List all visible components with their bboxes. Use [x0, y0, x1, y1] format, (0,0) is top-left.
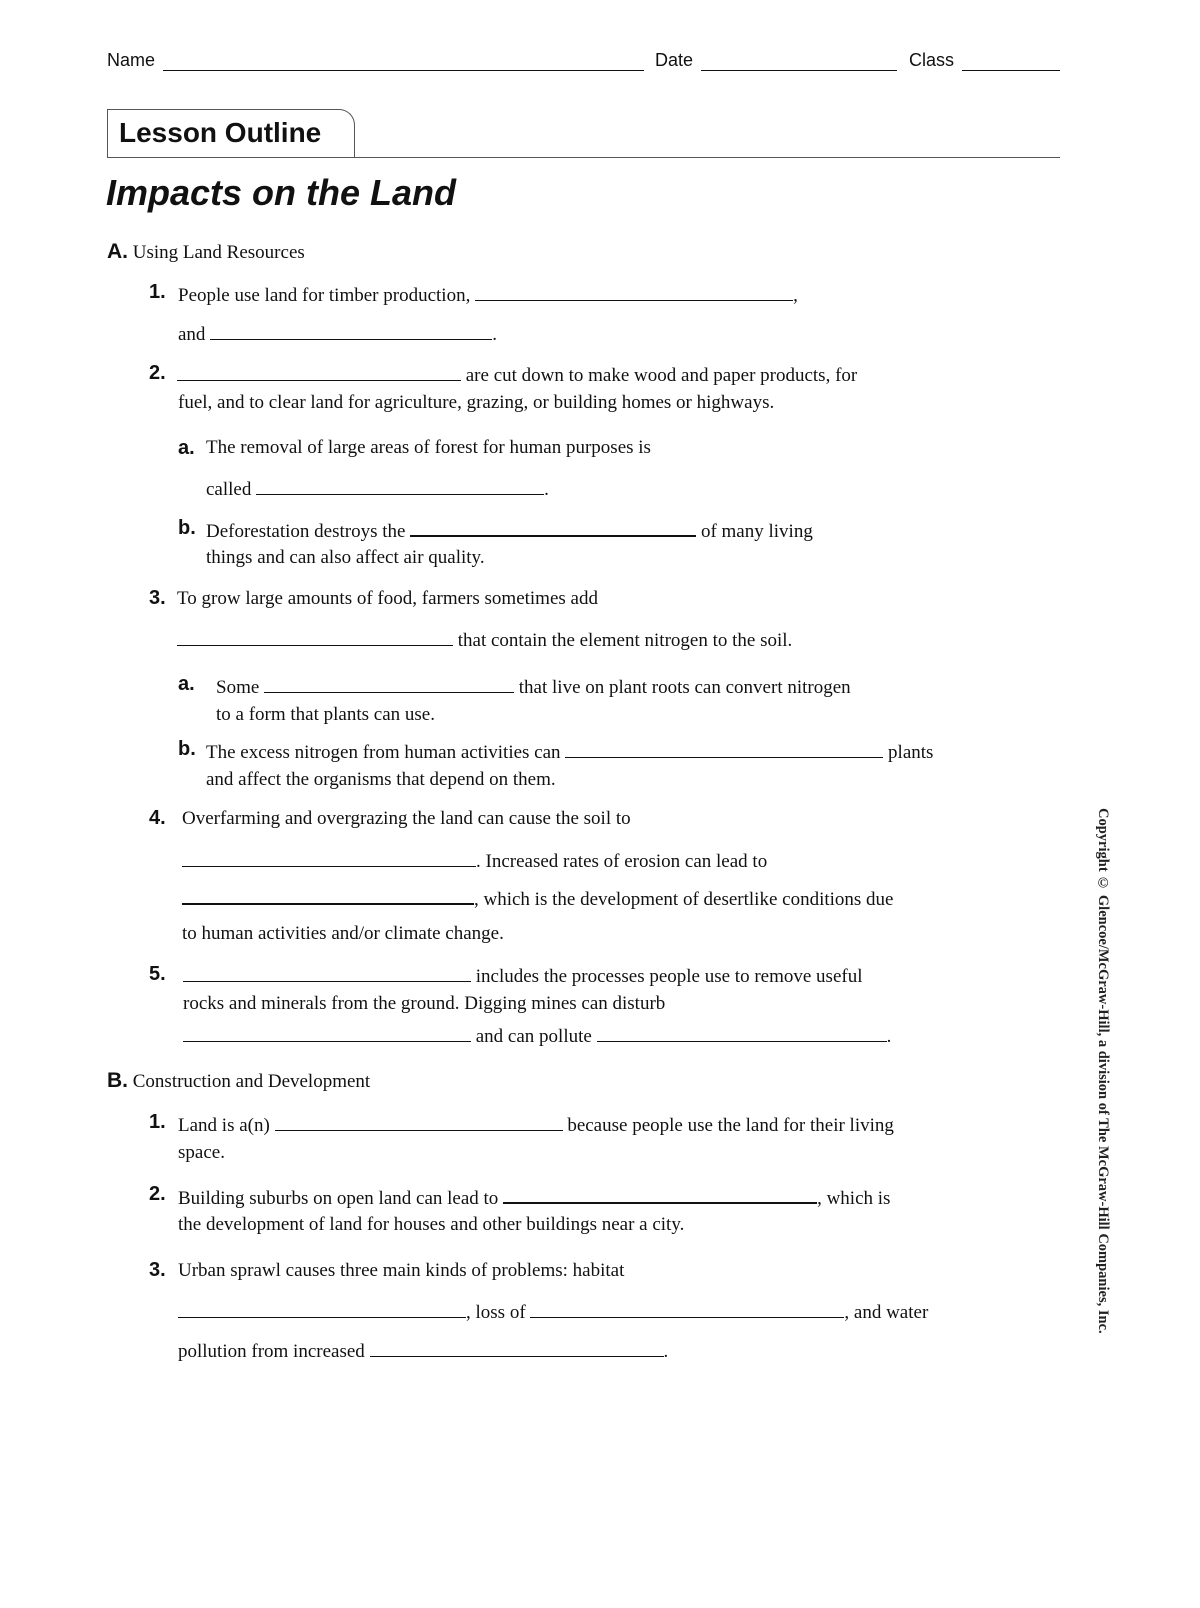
section-b-letter: B.	[107, 1069, 128, 1092]
list-item: are cut down to make wood and paper products, for	[177, 362, 857, 387]
list-item-continued: , loss of , and water	[178, 1299, 928, 1324]
sub-item: The removal of large areas of forest for human purposes is	[206, 437, 651, 458]
list-item: Overfarming and overgrazing the land can cause the soil to	[182, 808, 631, 829]
list-item: includes the processes people use to remove useful	[183, 963, 863, 988]
answer-blank[interactable]	[178, 1299, 466, 1318]
page-title: Impacts on the Land	[106, 172, 457, 213]
list-item: Building suburbs on open land can lead to , which is	[178, 1184, 890, 1210]
lesson-outline-tab: Lesson Outline	[107, 109, 355, 157]
list-item-continued: and .	[178, 321, 497, 346]
class-label: Class	[909, 50, 955, 70]
list-item: To grow large amounts of food, farmers sometimes add	[177, 588, 598, 609]
date-label: Date	[655, 50, 694, 70]
item-number: 5.	[149, 963, 166, 985]
answer-blank[interactable]	[177, 362, 461, 381]
section-a-letter: A.	[107, 240, 128, 263]
answer-blank[interactable]	[264, 674, 514, 693]
answer-blank[interactable]	[475, 282, 793, 301]
answer-blank[interactable]	[370, 1338, 664, 1357]
section-b-title: Construction and Development	[132, 1071, 371, 1092]
answer-blank[interactable]	[503, 1184, 817, 1204]
sub-item-continued: things and can also affect air quality.	[206, 547, 485, 568]
sub-item-letter: a.	[178, 673, 195, 695]
name-field[interactable]	[163, 70, 644, 71]
list-item-continued: fuel, and to clear land for agriculture, grazing, or building homes or highways.	[178, 392, 775, 413]
item-number: 2.	[149, 1183, 166, 1205]
answer-blank[interactable]	[530, 1299, 844, 1318]
list-item-continued: rocks and minerals from the ground. Digging mines can disturb	[183, 993, 666, 1014]
header-rule	[107, 157, 1060, 158]
list-item-continued: that contain the element nitrogen to the soil.	[177, 627, 792, 652]
answer-blank[interactable]	[182, 848, 476, 867]
answer-blank[interactable]	[256, 476, 544, 495]
item-number: 2.	[149, 362, 166, 384]
list-item: People use land for timber production, ,	[178, 282, 798, 307]
name-label: Name	[107, 50, 156, 70]
list-item-continued: . Increased rates of erosion can lead to	[182, 848, 767, 873]
copyright-notice: Copyright © Glencoe/McGraw-Hill, a division of The McGraw-Hill Companies, Inc.	[1095, 808, 1111, 1334]
sub-item-letter: b.	[178, 738, 196, 760]
answer-blank[interactable]	[597, 1023, 887, 1042]
list-item-continued: and can pollute .	[183, 1023, 891, 1048]
answer-blank[interactable]	[177, 627, 453, 646]
sub-item-letter: b.	[178, 517, 196, 539]
list-item-continued: to human activities and/or climate change.	[182, 923, 504, 944]
list-item-continued: space.	[178, 1142, 225, 1163]
item-number: 4.	[149, 807, 166, 829]
sub-item-letter: a.	[178, 437, 195, 459]
item-number: 1.	[149, 1111, 166, 1133]
section-b-heading	[107, 1069, 370, 1093]
answer-blank[interactable]	[210, 321, 492, 340]
sub-item-continued: to a form that plants can use.	[216, 704, 435, 725]
section-a-title: Using Land Resources	[132, 242, 305, 263]
answer-blank[interactable]	[410, 517, 696, 537]
answer-blank[interactable]	[182, 885, 474, 905]
sub-item: Deforestation destroys the of many living	[206, 517, 813, 543]
answer-blank[interactable]	[275, 1112, 563, 1131]
answer-blank[interactable]	[183, 1023, 471, 1042]
list-item-continued: , which is the development of desertlike conditions due	[182, 885, 893, 911]
item-number: 1.	[149, 281, 166, 303]
answer-blank[interactable]	[183, 963, 471, 982]
sub-item-continued: and affect the organisms that depend on them.	[206, 769, 556, 790]
sub-item: Some that live on plant roots can convert nitrogen	[216, 674, 851, 699]
date-field[interactable]	[701, 70, 897, 71]
list-item: Land is a(n) because people use the land for their living	[178, 1112, 894, 1137]
sub-item-continued: called .	[206, 476, 549, 501]
list-item: Urban sprawl causes three main kinds of problems: habitat	[178, 1260, 625, 1281]
student-info-header	[107, 50, 1060, 72]
class-field[interactable]	[962, 70, 1060, 71]
answer-blank[interactable]	[565, 739, 883, 758]
list-item-continued: the development of land for houses and other buildings near a city.	[178, 1214, 685, 1235]
sub-item: The excess nitrogen from human activities can plants	[206, 739, 933, 764]
list-item-continued: pollution from increased .	[178, 1338, 668, 1363]
item-number: 3.	[149, 587, 166, 609]
section-a-heading	[107, 240, 305, 264]
item-number: 3.	[149, 1259, 166, 1281]
